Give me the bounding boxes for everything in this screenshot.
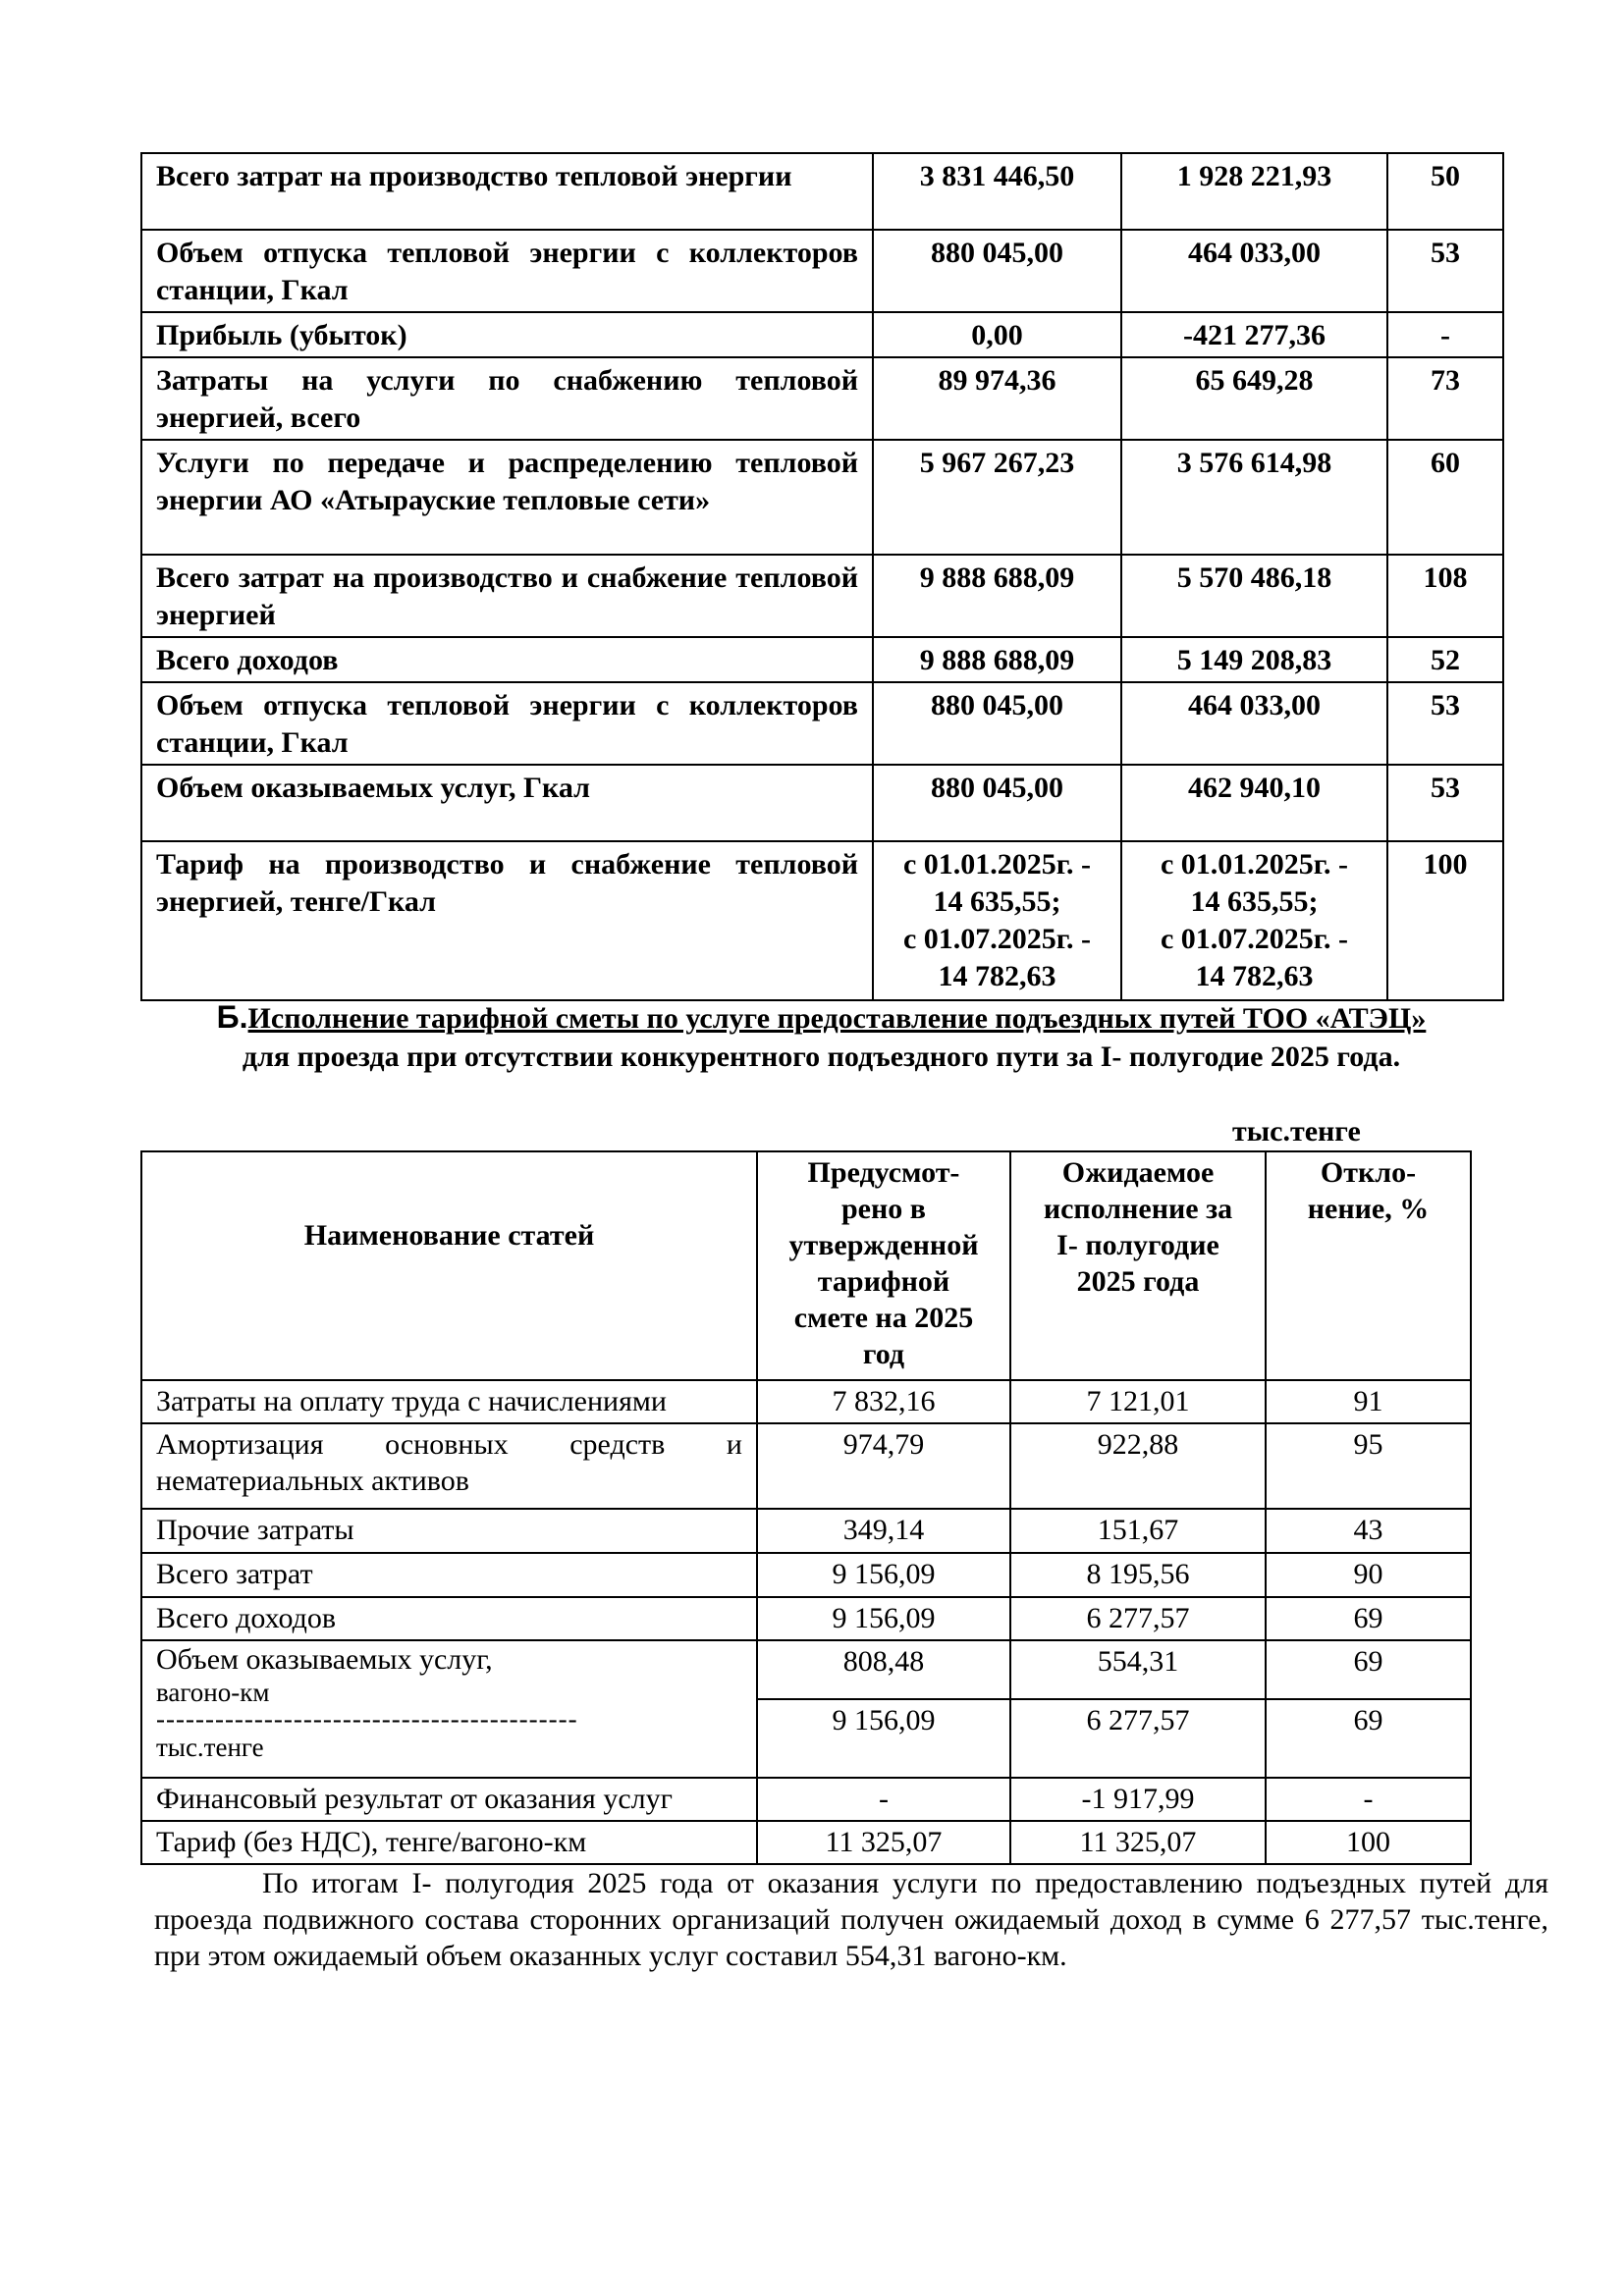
plan-line: с 01.01.2025г. - bbox=[902, 848, 1092, 881]
plan-line: 14 635,55; bbox=[933, 885, 1061, 918]
header-line: Откло- bbox=[1320, 1156, 1417, 1189]
header-actual bbox=[1010, 1151, 1266, 1380]
table-row bbox=[141, 1509, 1471, 1553]
plan-value: - bbox=[757, 1778, 1010, 1821]
deviation-value: 53 bbox=[1387, 682, 1503, 765]
row-name: Объем отпуска тепловой энергии с коллекторов станции, Гкал bbox=[141, 230, 873, 312]
header-line: I- полугодие bbox=[1056, 1229, 1219, 1261]
table-header-row bbox=[141, 1151, 1471, 1380]
actual-value: 11 325,07 bbox=[1010, 1821, 1266, 1864]
header-line: год bbox=[862, 1338, 905, 1370]
access-roads-table bbox=[140, 1150, 1472, 1865]
volume-unit-2: тыс.тенге bbox=[156, 1733, 264, 1762]
plan-value: 880 045,00 bbox=[873, 682, 1121, 765]
section-b-heading bbox=[140, 998, 1502, 1076]
actual-value: 7 121,01 bbox=[1010, 1380, 1266, 1423]
deviation-value: 53 bbox=[1387, 230, 1503, 312]
row-name: Затраты на услуги по снабжению тепловой энергией, всего bbox=[141, 357, 873, 440]
actual-value: 8 195,56 bbox=[1010, 1553, 1266, 1597]
actual-value: 3 576 614,98 bbox=[1121, 440, 1387, 555]
row-name: Прочие затраты bbox=[141, 1509, 757, 1553]
table-row bbox=[141, 637, 1503, 682]
row-name: Затраты на оплату труда с начислениями bbox=[141, 1380, 757, 1423]
actual-line: 14 782,63 bbox=[1195, 960, 1314, 992]
deviation-value: 95 bbox=[1266, 1423, 1471, 1509]
heading-text-1: Исполнение тарифной сметы по услуге предоставление подъездных путей ТОО «АТЭЦ» bbox=[247, 1002, 1427, 1035]
header-plan bbox=[757, 1151, 1010, 1380]
plan-value: 880 045,00 bbox=[873, 765, 1121, 841]
table-row bbox=[141, 1597, 1471, 1640]
plan-line: с 01.07.2025г. - bbox=[902, 923, 1092, 955]
deviation-value: 69 bbox=[1266, 1597, 1471, 1640]
header-line: тарифной bbox=[817, 1265, 950, 1298]
unit-label: тыс.тенге bbox=[1232, 1115, 1361, 1148]
deviation-value: 50 bbox=[1387, 153, 1503, 230]
deviation-value: - bbox=[1387, 312, 1503, 357]
summary-text: По итогам I- полугодия 2025 года от оказания услуги по предоставлению подъездных путей для проезда подвижного состава сторонних организаций получен ожидаемый доход в сумме 6 277,57 тыс.тенге, при этом ожидаемый объем оказанных услуг составил 554,31 вагоно-км. bbox=[154, 1867, 1548, 1972]
header-line: Предусмот- bbox=[807, 1156, 960, 1189]
table-row bbox=[141, 555, 1503, 637]
header-line: исполнение за bbox=[1043, 1193, 1233, 1225]
deviation-value: 69 bbox=[1266, 1640, 1471, 1699]
table-row bbox=[141, 841, 1503, 1000]
table-row bbox=[141, 1640, 1471, 1699]
table-row bbox=[141, 1778, 1471, 1821]
table-row bbox=[141, 153, 1503, 230]
header-line: нение, % bbox=[1307, 1193, 1430, 1225]
row-name: Всего затрат на производство тепловой энергии bbox=[141, 153, 873, 230]
deviation-value: 100 bbox=[1387, 841, 1503, 1000]
actual-value: 5 149 208,83 bbox=[1121, 637, 1387, 682]
deviation-value: 91 bbox=[1266, 1380, 1471, 1423]
row-name: Финансовый результат от оказания услуг bbox=[141, 1778, 757, 1821]
table-row bbox=[141, 230, 1503, 312]
volume-name: Объем оказываемых услуг, bbox=[156, 1643, 493, 1676]
actual-value: 65 649,28 bbox=[1121, 357, 1387, 440]
heading-line-2: для проезда при отсутствии конкурентного подъездного пути за I- полугодие 2025 года. bbox=[242, 1041, 1401, 1073]
heat-tariff-table bbox=[140, 152, 1504, 1001]
table-row bbox=[141, 1821, 1471, 1864]
actual-value: 5 570 486,18 bbox=[1121, 555, 1387, 637]
plan-value: 0,00 bbox=[873, 312, 1121, 357]
plan-value: 7 832,16 bbox=[757, 1380, 1010, 1423]
row-name: Объем отпуска тепловой энергии с коллекторов станции, Гкал bbox=[141, 682, 873, 765]
row-name: Всего доходов bbox=[141, 1597, 757, 1640]
heading-line-1 bbox=[140, 998, 1502, 1038]
row-name: Услуги по передаче и распределению тепловой энергии АО «Атырауские тепловые сети» bbox=[141, 440, 873, 555]
plan-value: 3 831 446,50 bbox=[873, 153, 1121, 230]
row-name: Амортизация основных средств и нематериальных активов bbox=[141, 1423, 757, 1509]
plan-value: 11 325,07 bbox=[757, 1821, 1010, 1864]
plan-value: 9 156,09 bbox=[757, 1553, 1010, 1597]
actual-value: 151,67 bbox=[1010, 1509, 1266, 1553]
table-row bbox=[141, 1380, 1471, 1423]
header-deviation bbox=[1266, 1151, 1471, 1380]
header-line: 2025 года bbox=[1076, 1265, 1200, 1298]
table-row bbox=[141, 682, 1503, 765]
actual-value: -1 917,99 bbox=[1010, 1778, 1266, 1821]
row-name: Всего доходов bbox=[141, 637, 873, 682]
deviation-value: 90 bbox=[1266, 1553, 1471, 1597]
actual-value: -421 277,36 bbox=[1121, 312, 1387, 357]
plan-value: 89 974,36 bbox=[873, 357, 1121, 440]
actual-value: 464 033,00 bbox=[1121, 230, 1387, 312]
header-line: смете на 2025 bbox=[793, 1302, 974, 1334]
actual-value: 462 940,10 bbox=[1121, 765, 1387, 841]
deviation-value: 100 bbox=[1266, 1821, 1471, 1864]
header-line: утвержденной bbox=[788, 1229, 979, 1261]
actual-value: 922,88 bbox=[1010, 1423, 1266, 1509]
plan-value bbox=[873, 841, 1121, 1000]
table-row bbox=[141, 440, 1503, 555]
section-label: Б. bbox=[216, 999, 248, 1035]
actual-value: 1 928 221,93 bbox=[1121, 153, 1387, 230]
row-name: Тариф на производство и снабжение тепловой энергией, тенге/Гкал bbox=[141, 841, 873, 1000]
table-row bbox=[141, 1423, 1471, 1509]
plan-value: 808,48 bbox=[757, 1640, 1010, 1699]
plan-value: 9 888 688,09 bbox=[873, 637, 1121, 682]
table-row bbox=[141, 765, 1503, 841]
actual-line: с 01.01.2025г. - bbox=[1160, 848, 1349, 881]
row-name: Прибыль (убыток) bbox=[141, 312, 873, 357]
header-name: Наименование статей bbox=[141, 1151, 757, 1380]
deviation-value: 69 bbox=[1266, 1699, 1471, 1778]
deviation-value: 52 bbox=[1387, 637, 1503, 682]
deviation-value: 60 bbox=[1387, 440, 1503, 555]
plan-value: 5 967 267,23 bbox=[873, 440, 1121, 555]
summary-paragraph bbox=[154, 1865, 1548, 1974]
actual-line: с 01.07.2025г. - bbox=[1160, 923, 1349, 955]
plan-value: 880 045,00 bbox=[873, 230, 1121, 312]
plan-value: 349,14 bbox=[757, 1509, 1010, 1553]
actual-value bbox=[1121, 841, 1387, 1000]
deviation-value: 53 bbox=[1387, 765, 1503, 841]
actual-value: 464 033,00 bbox=[1121, 682, 1387, 765]
table-row bbox=[141, 312, 1503, 357]
row-name: Всего затрат на производство и снабжение тепловой энергией bbox=[141, 555, 873, 637]
deviation-value: 73 bbox=[1387, 357, 1503, 440]
actual-line: 14 635,55; bbox=[1190, 885, 1319, 918]
plan-line: 14 782,63 bbox=[938, 960, 1056, 992]
table-row bbox=[141, 357, 1503, 440]
deviation-value: - bbox=[1266, 1778, 1471, 1821]
volume-separator: ------------------------------------------- bbox=[156, 1704, 578, 1734]
plan-value: 9 156,09 bbox=[757, 1699, 1010, 1778]
row-name: Тариф (без НДС), тенге/вагоно-км bbox=[141, 1821, 757, 1864]
plan-value: 974,79 bbox=[757, 1423, 1010, 1509]
table-row bbox=[141, 1553, 1471, 1597]
header-line: Ожидаемое bbox=[1061, 1156, 1215, 1189]
deviation-value: 108 bbox=[1387, 555, 1503, 637]
deviation-value: 43 bbox=[1266, 1509, 1471, 1553]
plan-value: 9 156,09 bbox=[757, 1597, 1010, 1640]
header-line: рено в bbox=[841, 1193, 926, 1225]
volume-unit-1: вагоно-км bbox=[156, 1678, 270, 1707]
row-name: Всего затрат bbox=[141, 1553, 757, 1597]
actual-value: 6 277,57 bbox=[1010, 1597, 1266, 1640]
volume-row-name bbox=[141, 1640, 757, 1778]
actual-value: 554,31 bbox=[1010, 1640, 1266, 1699]
actual-value: 6 277,57 bbox=[1010, 1699, 1266, 1778]
row-name: Объем оказываемых услуг, Гкал bbox=[141, 765, 873, 841]
plan-value: 9 888 688,09 bbox=[873, 555, 1121, 637]
